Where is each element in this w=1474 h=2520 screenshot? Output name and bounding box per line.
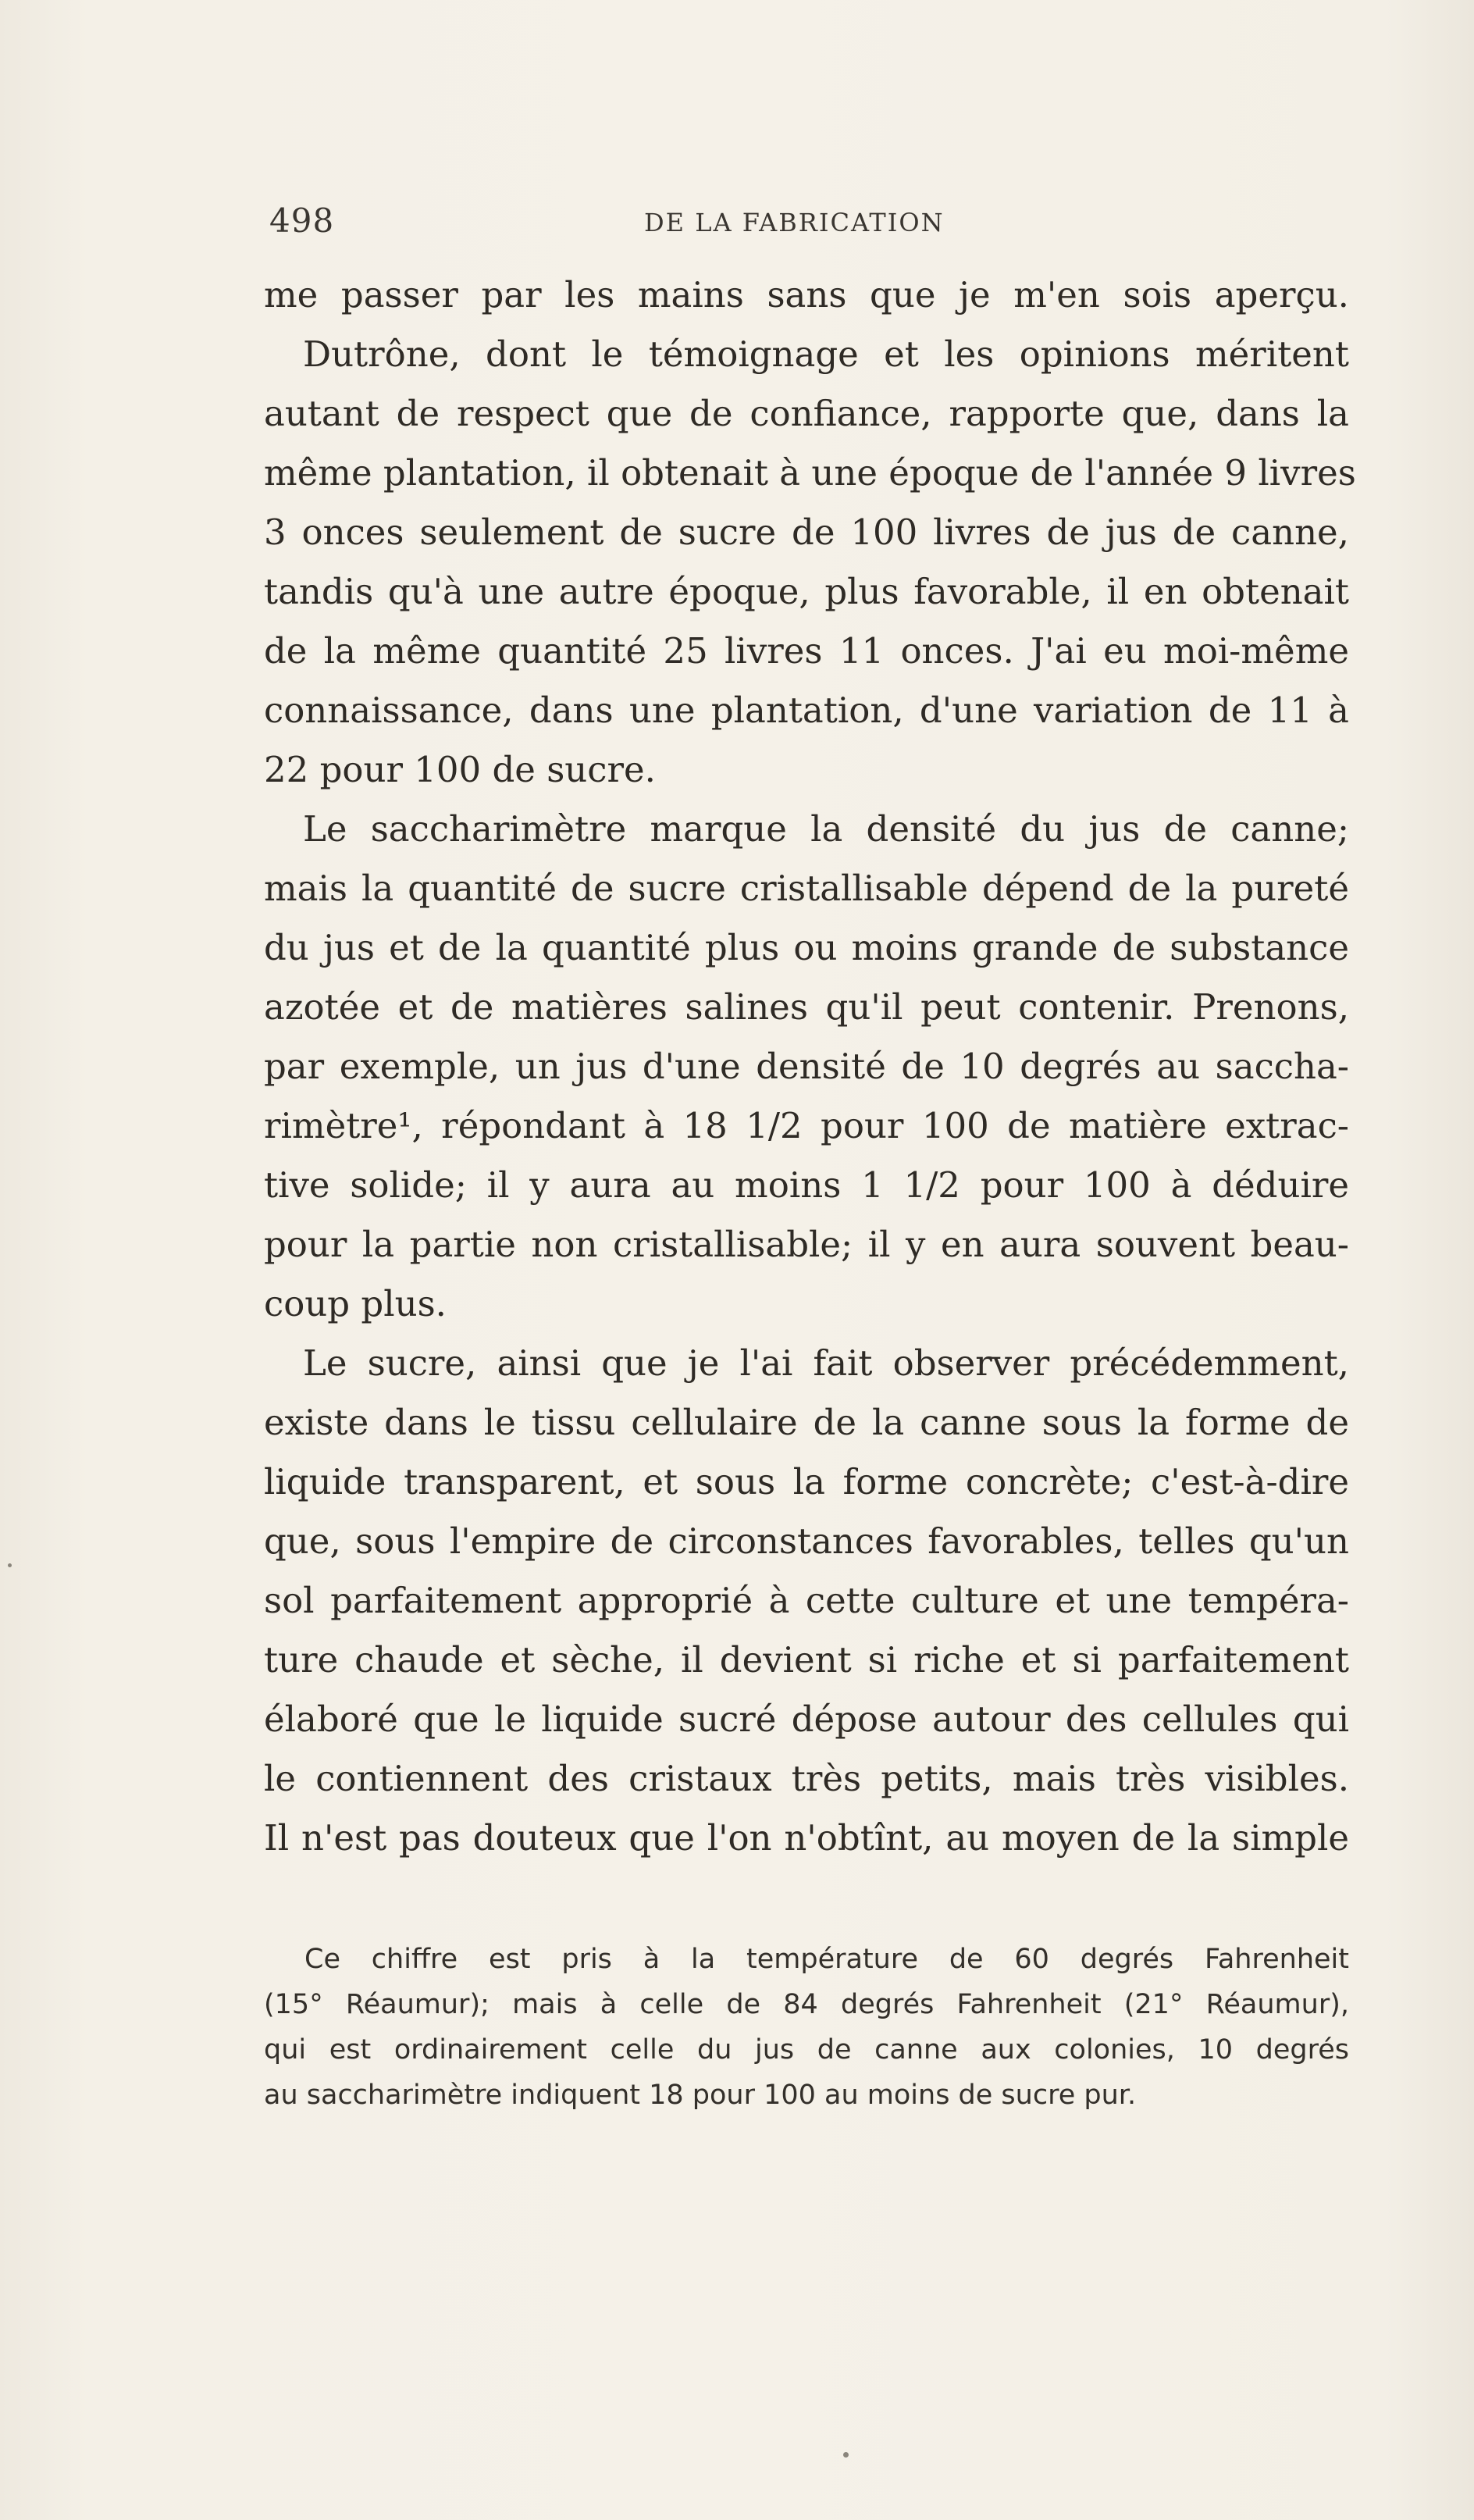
text-line: azotée et de matières salines qu'il peut contenir. Prenons, — [264, 986, 1349, 1028]
text-line: Il n'est pas douteux que l'on n'obtînt, au moyen de la simple — [264, 1817, 1349, 1859]
footnote-line: (15° Réaumur); mais à celle de 84 degrés Fahrenheit (21° Réaumur), — [264, 1989, 1349, 2020]
footnote-line: qui est ordinairement celle du jus de canne aux colonies, 10 degrés — [264, 2034, 1349, 2066]
footnote — [264, 1937, 1349, 2118]
text-line: coup plus. — [264, 1283, 447, 1324]
page-number: 498 — [269, 201, 335, 240]
text-line: existe dans le tissu cellulaire de la canne sous la forme de — [264, 1402, 1349, 1443]
text-line: le contiennent des cristaux très petits, mais très visibles. — [264, 1758, 1349, 1799]
text-line: pour la partie non cristallisable; il y en aura souvent beau- — [264, 1224, 1349, 1265]
text-line: tive solide; il y aura au moins 1 1/2 pour 100 à déduire — [264, 1164, 1349, 1206]
text-line: 3 onces seulement de sucre de 100 livres de jus de canne, — [264, 511, 1349, 553]
text-line: autant de respect que de confiance, rapporte que, dans la — [264, 393, 1349, 434]
text-line: 22 pour 100 de sucre. — [264, 749, 656, 790]
text-line: que, sous l'empire de circonstances favorables, telles qu'un — [264, 1520, 1349, 1562]
text-line: Le sucre, ainsi que je l'ai fait observer précédemment, — [303, 1342, 1349, 1384]
text-line: par exemple, un jus d'une densité de 10 degrés au saccha- — [264, 1046, 1349, 1087]
text-line: rimètre¹, répondant à 18 1/2 pour 100 de matière extrac- — [264, 1105, 1349, 1146]
text-line: sol parfaitement approprié à cette culture et une tempéra- — [264, 1580, 1349, 1621]
paper-speck — [843, 2452, 849, 2458]
text-line: Dutrône, dont le témoignage et les opinions méritent — [303, 333, 1349, 375]
footnote-line: Ce chiffre est pris à la température de 60 degrés Fahrenheit — [304, 1944, 1349, 1975]
running-head: DE LA FABRICATION — [644, 208, 945, 237]
footnote-line: au saccharimètre indiquent 18 pour 100 au moins de sucre pur. — [264, 2080, 1137, 2111]
text-line: ture chaude et sèche, il devient si riche et si parfaitement — [264, 1639, 1349, 1681]
body-text — [264, 266, 1356, 1868]
text-line: connaissance, dans une plantation, d'une variation de 11 à — [264, 690, 1349, 731]
text-line: de la même quantité 25 livres 11 onces. J'ai eu moi-même — [264, 630, 1349, 672]
text-line: du jus et de la quantité plus ou moins grande de substance — [264, 927, 1349, 968]
text-line: mais la quantité de sucre cristallisable dépend de la pureté — [264, 868, 1349, 909]
text-line: me passer par les mains sans que je m'en sois aperçu. — [264, 274, 1349, 315]
text-line: liquide transparent, et sous la forme concrète; c'est-à-dire — [264, 1461, 1349, 1502]
text-line: Le saccharimètre marque la densité du jus de canne; — [303, 808, 1349, 850]
paper-speck — [8, 1563, 12, 1567]
text-line: même plantation, il obtenait à une époque de l'année 9 livres — [264, 452, 1356, 494]
text-line: tandis qu'à une autre époque, plus favorable, il en obtenait — [264, 571, 1349, 612]
text-line: élaboré que le liquide sucré dépose autour des cellules qui — [264, 1698, 1349, 1740]
page-header — [269, 201, 1347, 241]
